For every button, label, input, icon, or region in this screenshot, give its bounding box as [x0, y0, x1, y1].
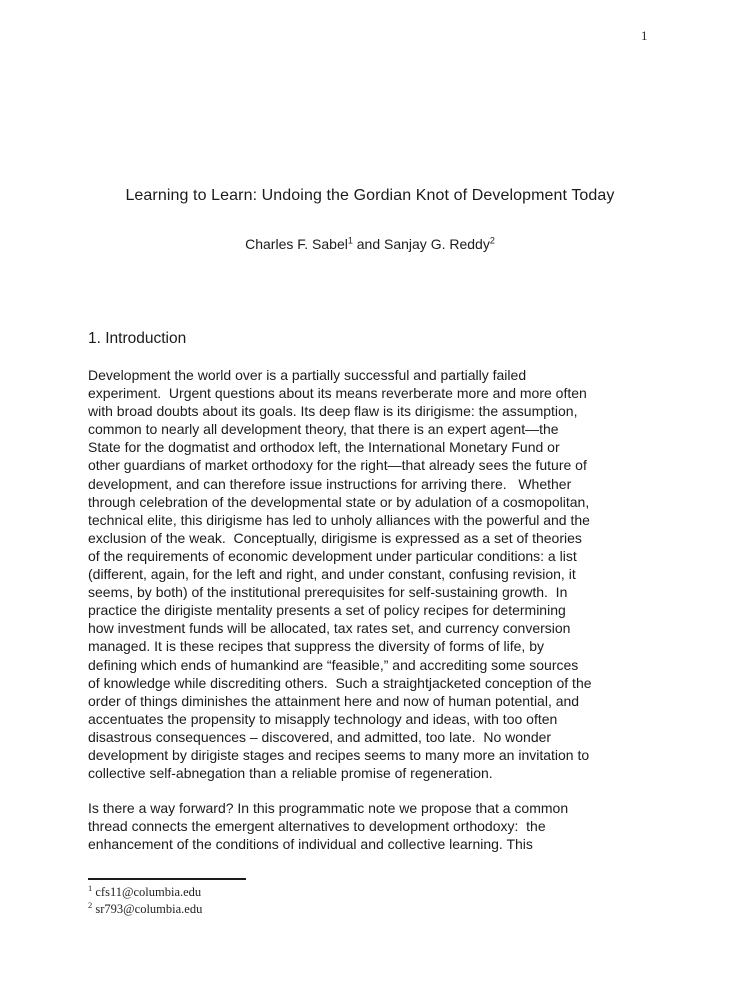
text-line: collective self-abnegation than a reliable promise of regeneration. [88, 765, 493, 782]
text-line: defining which ends of humankind are “feasible,” and accrediting some sources [88, 656, 579, 673]
text-line: with broad doubts about its goals. Its deep flaw is its dirigisme: the assumption, [88, 403, 578, 420]
paragraph-1 [88, 366, 668, 782]
footnotes-block [88, 884, 202, 918]
author-1-footnote-ref: 1 [347, 235, 353, 246]
footnote-1 [88, 884, 202, 901]
text-line: through celebration of the developmental state or by adulation of a cosmopolitan, [88, 493, 590, 510]
footnote-2-marker: 2 [88, 899, 93, 910]
text-line: development, and can therefore issue instructions for arriving there. Whether [88, 475, 572, 492]
text-line: experiment. Urgent questions about its means reverberate more and more often [88, 385, 587, 402]
author-1-name: Charles F. Sabel [245, 236, 348, 252]
text-line: technical elite, this dirigisme has led to unholy alliances with the powerful and the [88, 511, 590, 528]
text-line: practice the dirigiste mentality presents a set of policy recipes for determining [88, 602, 566, 619]
authors-conjunction: and [356, 236, 381, 252]
authors-line [0, 236, 740, 252]
text-line: common to nearly all development theory, that there is an expert agent—the [88, 421, 559, 438]
text-line: other guardians of market orthodoxy for the right—that already sees the future of [88, 457, 587, 474]
text-line: of knowledge while discrediting others. Such a straightjacketed conception of the [88, 674, 592, 691]
text-line: managed. It is these recipes that suppress the diversity of forms of life, by [88, 638, 544, 655]
footnote-2-email: sr793@columbia.edu [95, 902, 203, 916]
text-line: of the requirements of economic development under particular conditions: a list [88, 547, 577, 564]
text-line: Is there a way forward? In this programmatic note we propose that a common [88, 800, 569, 816]
author-2-footnote-ref: 2 [489, 235, 495, 246]
text-line: exclusion of the weak. Conceptually, dirigisme is expressed as a set of theories [88, 529, 582, 546]
text-line: order of things diminishes the attainment here and now of human potential, and [88, 692, 580, 709]
section-heading-introduction: 1. Introduction [88, 330, 187, 347]
footnote-1-email: cfs11@columbia.edu [95, 885, 202, 899]
text-line: State for the dogmatist and orthodox left, the International Monetary Fund or [88, 439, 560, 456]
text-line: Development the world over is a partially successful and partially failed [88, 367, 527, 383]
text-line: disastrous consequences – discovered, and admitted, too late. No wonder [88, 728, 552, 745]
text-line: (different, again, for the left and right, and under constant, confusing revision, it [88, 566, 576, 583]
text-line: thread connects the emergent alternatives to development orthodoxy: the [88, 818, 546, 835]
paragraph-2 [88, 799, 668, 853]
text-line: seems, by both) of the institutional prerequisites for self-sustaining growth. In [88, 584, 568, 601]
text-line: development by dirigiste stages and recipes seems to many more an invitation to [88, 746, 590, 763]
text-line: accentuates the propensity to misapply technology and ideas, with too often [88, 710, 558, 727]
footnote-2 [88, 901, 202, 918]
paper-title: Learning to Learn: Undoing the Gordian Knot of Development Today [125, 187, 615, 204]
page-number: 1 [641, 28, 648, 43]
footnote-separator-rule [88, 878, 246, 880]
text-line: how investment funds will be allocated, tax rates set, and currency conversion [88, 620, 571, 637]
author-2-name: Sanjay G. Reddy [384, 236, 490, 252]
text-line: enhancement of the conditions of individual and collective learning. This [88, 836, 533, 853]
footnote-1-marker: 1 [88, 882, 93, 893]
